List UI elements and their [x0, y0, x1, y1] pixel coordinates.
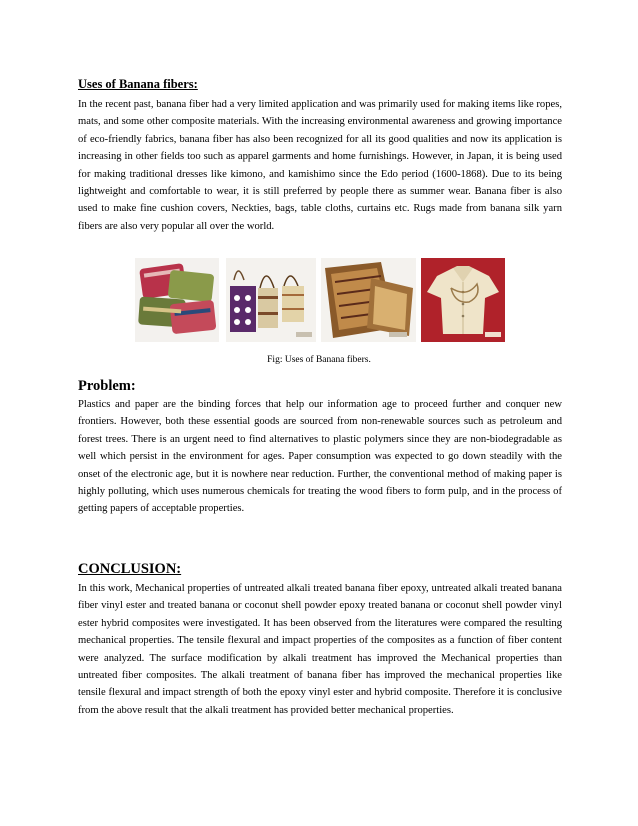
section-heading-uses: Uses of Banana fibers:: [78, 77, 198, 91]
section-uses-body: [78, 96, 562, 235]
figure-image-bags: [226, 258, 316, 342]
section-heading-problem: Problem:: [78, 378, 136, 394]
section-conclusion-body: [78, 580, 562, 719]
figure-image-shirt: [421, 258, 505, 342]
paragraph-uses: In the recent past, banana fiber had a very limited application and was primarily used for making items like ropes, mats, and some other composite materials. With the increasing environmental awareness and growing importance of eco-friendly fabrics, banana fiber has also been recognized for all its good qualities and now its application is increasing in other fields too such as apparel garments and home furnishings. However, in Japan, it is being used for making traditional dresses like kimono, and kamishimo since the Edo period (1600-1868). Due to its being lightweight and comfortable to wear, it is still preferred by people there as summer wear. Banana fiber is also used to make fine cushion covers, Neckties, bags, table cloths, curtains etc. Rugs made from banana silk yarn fibers are also very popular all over the world.: [78, 99, 562, 232]
paragraph-problem: Plastics and paper are the binding forces that help our information age to proceed further and conquer new frontiers. However, both these essential goods are sourced from non-renewable sources such as petroleum and forest trees. There is an urgent need to find alternatives to plastic polymers since they are non-biodegradable as well which persist in the environment for ages. Paper consumption was expected to go down steadily with the onset of the electronic age, but it is nowhere near reduction. Further, the conventional method of making paper is highly polluting, which uses numerous chemicals for treating the wood fibers to form pulp, and in the process of getting papers of acceptable properties.: [78, 399, 562, 515]
section-problem: [78, 378, 562, 395]
section-heading-conclusion: CONCLUSION:: [78, 561, 182, 577]
figure-caption: Fig: Uses of Banana fibers.: [267, 355, 371, 365]
figure-image-rugs: [321, 258, 416, 342]
section-conclusion: [78, 561, 562, 578]
section-problem-body: [78, 396, 562, 518]
paragraph-conclusion: In this work, Mechanical properties of untreated alkali treated banana fiber epoxy, untreated alkali treated banana fiber vinyl ester and treated banana or coconut shell powder epoxy treated banana or coconut shell powder vinyl ester hybrid composites were investigated. It has been observed from the literatures were compared the resulting mechanical properties. The tensile flexural and impact properties of the composites as a function of fiber content were analyzed. The surface modification by alkali treatment has improved the Mechanical properties than untreated fiber composites. The alkali treatment of banana fiber has improved the mechanical properties like tensile flexural and impact strength of both the epoxy vinyl ester and hybrid composite. Therefore it is conclusive from the above result that the alkali treatment has provided better mechanical properties.: [78, 583, 562, 716]
figure-image-cushions: [135, 258, 219, 342]
section-uses: [78, 77, 562, 92]
